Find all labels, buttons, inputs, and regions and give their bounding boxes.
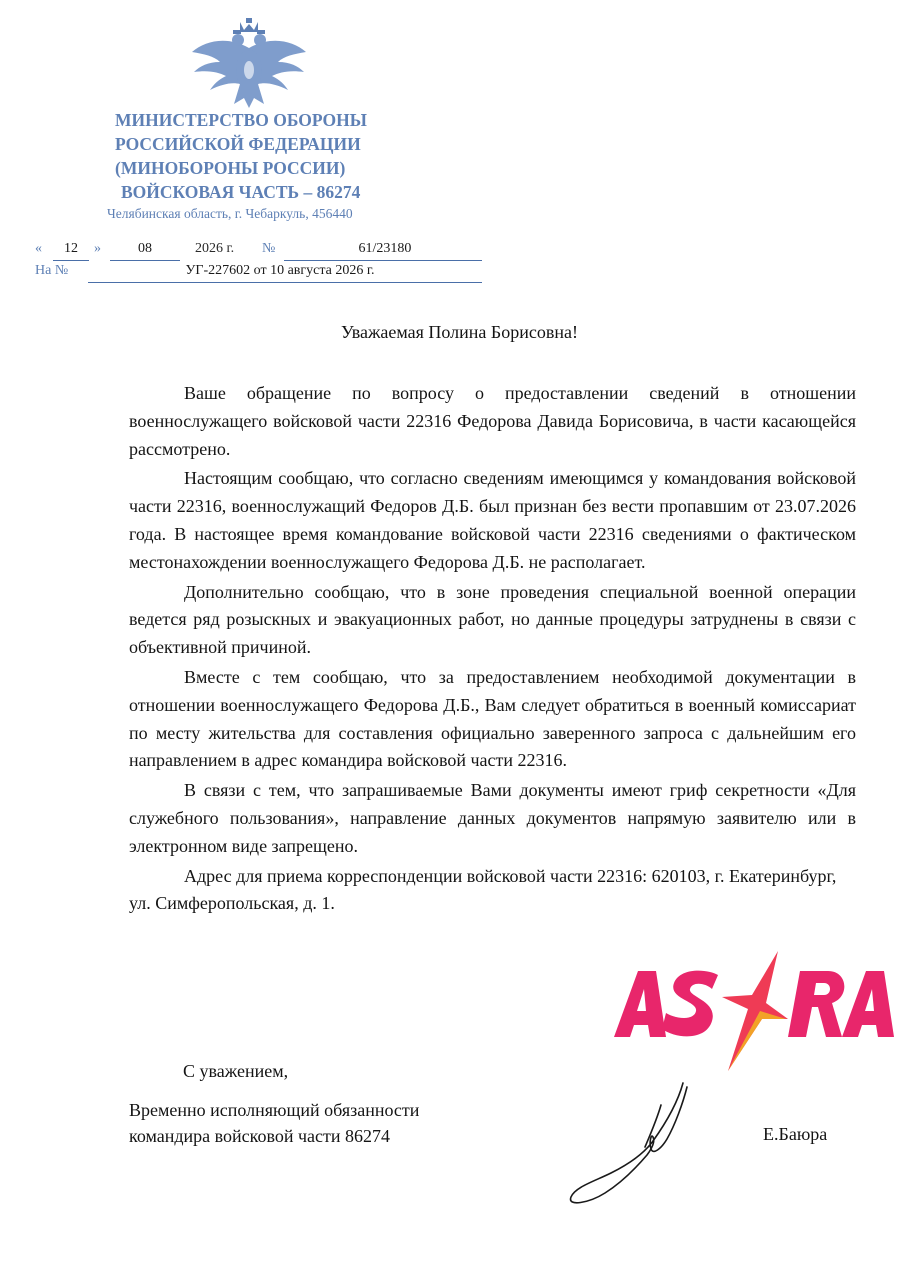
reference-value: УГ-227602 от 10 августа 2026 г. — [185, 263, 375, 278]
date-close-quote: » — [94, 241, 101, 256]
number-underline — [284, 260, 482, 261]
reference-label: На № — [35, 263, 69, 278]
reference-underline — [88, 282, 482, 283]
date-year: 2026 г. — [195, 241, 235, 256]
org-address: Челябинская область, г. Чебаркуль, 456440 — [107, 206, 353, 221]
double-headed-eagle-emblem — [188, 18, 310, 110]
letter-body — [129, 380, 856, 920]
logo-text: ASTRA — [610, 945, 614, 946]
date-month-underline — [110, 260, 180, 261]
body-paragraph: Настоящим сообщаю, что согласно сведениям имеющимся у командования войсковой части 22316, военнослужащий Федоров Д.Б. был признан без вести пропавшим от 23.07.2026 года. В настоящее время командование войсковой части 22316 сведениями о фактическом местонахождении военнослужащего Федорова Д.Б. не располагает. — [129, 468, 856, 572]
number-sign: № — [262, 241, 276, 256]
body-paragraph: В связи с тем, что запрашиваемые Вами документы имеют гриф секретности «Для служебного пользования», направление данных документов напрямую заявителю или в электронном виде запрещено. — [129, 780, 856, 856]
position-line: Временно исполняющий обязанности — [129, 1100, 420, 1120]
position-line: командира войсковой части 86274 — [129, 1126, 391, 1146]
body-paragraph: Вместе с тем сообщаю, что за предоставлением необходимой документации в отношении военнослужащего Федорова Д.Б., Вам следует обратиться в военный комиссариат по месту жительства для составления официально заверенного запроса с дальнейшим его направлением в адрес командира войсковой части 22316. — [129, 666, 856, 771]
org-name-line: (МИНОБОРОНЫ РОССИИ) — [115, 158, 346, 178]
body-paragraph: Ваше обращение по вопросу о предоставлении сведений в отношении военнослужащего войсковой части 22316 Федорова Давида Борисовича, в части касающейся рассмотрено. — [129, 383, 856, 459]
signatory-position — [129, 1097, 419, 1149]
body-paragraph: Адрес для приема корреспонденции войсковой части 22316: 620103, г. Екатеринбург, ул. Симферопольская, д. 1. — [129, 865, 837, 914]
closing: С уважением, — [183, 1061, 289, 1081]
body-paragraph: Дополнительно сообщаю, что в зоне проведения специальной военной операции ведется ряд розыскных и эвакуационных работ, но данные процедуры затруднены в связи с объективной причиной. — [129, 581, 856, 658]
handwritten-signature — [565, 1075, 715, 1215]
signatory-name: Е.Баюра — [763, 1124, 828, 1144]
organization-block — [107, 108, 395, 224]
outgoing-number: 61/23180 — [358, 241, 412, 256]
unit-name: ВОЙСКОВАЯ ЧАСТЬ – 86274 — [121, 182, 361, 202]
date-day: 12 — [64, 241, 78, 256]
date-month: 08 — [138, 241, 152, 256]
salutation: Уважаемая Полина Борисовна! — [341, 322, 578, 342]
date-open-quote: « — [35, 241, 42, 256]
org-name-line: РОССИЙСКОЙ ФЕДЕРАЦИИ — [115, 134, 361, 154]
org-name-line: МИНИСТЕРСТВО ОБОРОНЫ — [115, 110, 367, 130]
date-day-underline — [53, 260, 89, 261]
astra-logo — [610, 945, 910, 1075]
